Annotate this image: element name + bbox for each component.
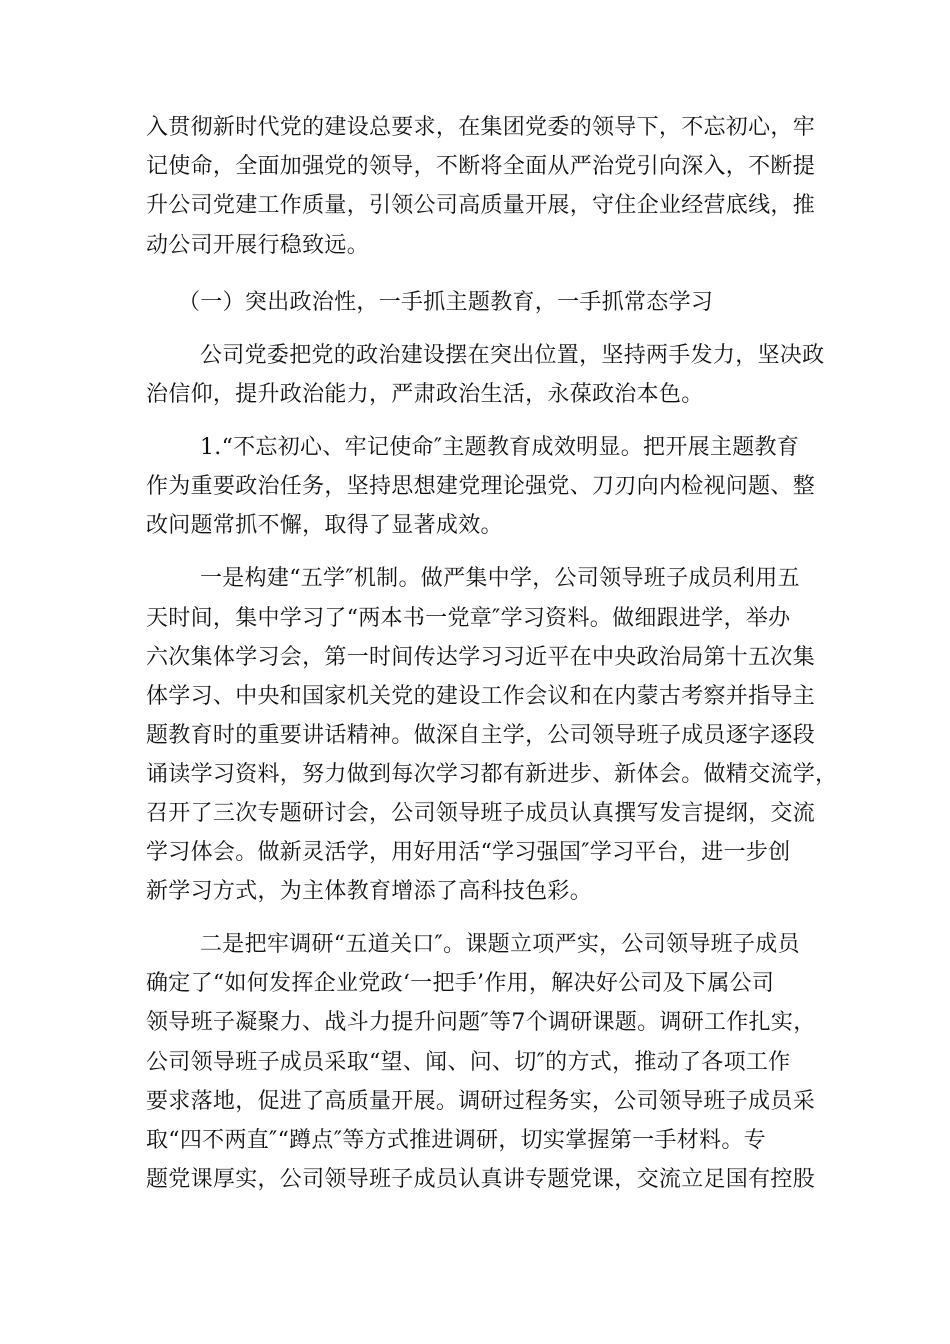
text-line: 诵读学习资料，努力做到每次学习都有新进步、新体会。做精交流学，	[146, 762, 838, 787]
text-line: 题党课厚实，公司领导班子成员认真讲专题党课，交流立足国有控股	[146, 1167, 816, 1192]
text-line: 确定了“如何发挥企业党政‘一把手’作用，解决好公司及下属公司	[146, 971, 775, 996]
text-line: 体学习、中央和国家机关党的建设工作会议和在内蒙古考察并指导主	[146, 684, 816, 709]
text-line: 领导班子凝聚力、战斗力提升问题″等7个调研课题。调研工作扎实，	[146, 1010, 816, 1035]
text-line: 1.“不忘初心、牢记使命″主题教育成效明显。把开展主题教育	[200, 435, 800, 460]
section-heading: （一）突出政治性，一手抓主题教育，一手抓常态学习	[178, 290, 714, 315]
text-line: 升公司党建工作质量，引领公司高质量开展，守住企业经营底线，推	[146, 193, 816, 218]
text-line: 记使命，全面加强党的领导，不断将全面从严治党引向深入，不断提	[146, 154, 816, 179]
text-line: 二是把牢调研“五道关口″。课题立项严实，公司领导班子成员	[200, 932, 800, 957]
text-line: 新学习方式，为主体教育增添了高科技色彩。	[146, 879, 593, 904]
text-line: 要求落地，促进了高质量开展。调研过程务实，公司领导班子成员采	[146, 1089, 816, 1114]
text-line: 作为重要政治任务，坚持思想建党理论强党、刀刃向内检视问题、整	[146, 474, 816, 499]
text-line: 公司党委把党的政治建设摆在突出位置，坚持两手发力，坚决政	[200, 343, 825, 368]
text-line: 改问题常抓不懈，取得了显著成效。	[146, 513, 503, 538]
text-line: 入贯彻新时代党的建设总要求，在集团党委的领导下，不忘初心，牢	[146, 115, 816, 140]
text-line: 一是构建“五学″机制。做严集中学，公司领导班子成员利用五	[200, 566, 800, 591]
text-line: 召开了三次专题研讨会，公司领导班子成员认真撰写发言提纲，交流	[146, 801, 816, 826]
text-line: 题教育时的重要讲话精神。做深自主学，公司领导班子成员逐字逐段	[146, 723, 816, 748]
text-line: 学习体会。做新灵活学，用好用活“学习强国″学习平台，进一步创	[146, 840, 791, 865]
text-line: 公司领导班子成员采取“望、闻、问、切″的方式，推动了各项工作	[146, 1050, 791, 1075]
text-line: 动公司开展行稳致远。	[146, 233, 370, 258]
text-line: 取“四不两直″“蹲点″等方式推进调研，切实掌握第一手材料。专	[146, 1128, 766, 1153]
text-line: 治信仰，提升政治能力，严肃政治生活，永葆政治本色。	[146, 382, 704, 407]
text-line: 六次集体学习会，第一时间传达学习习近平在中央政治局第十五次集	[146, 645, 816, 670]
text-line: 天时间，集中学习了“两本书一党章″学习资料。做细跟进学，举办	[146, 606, 791, 631]
